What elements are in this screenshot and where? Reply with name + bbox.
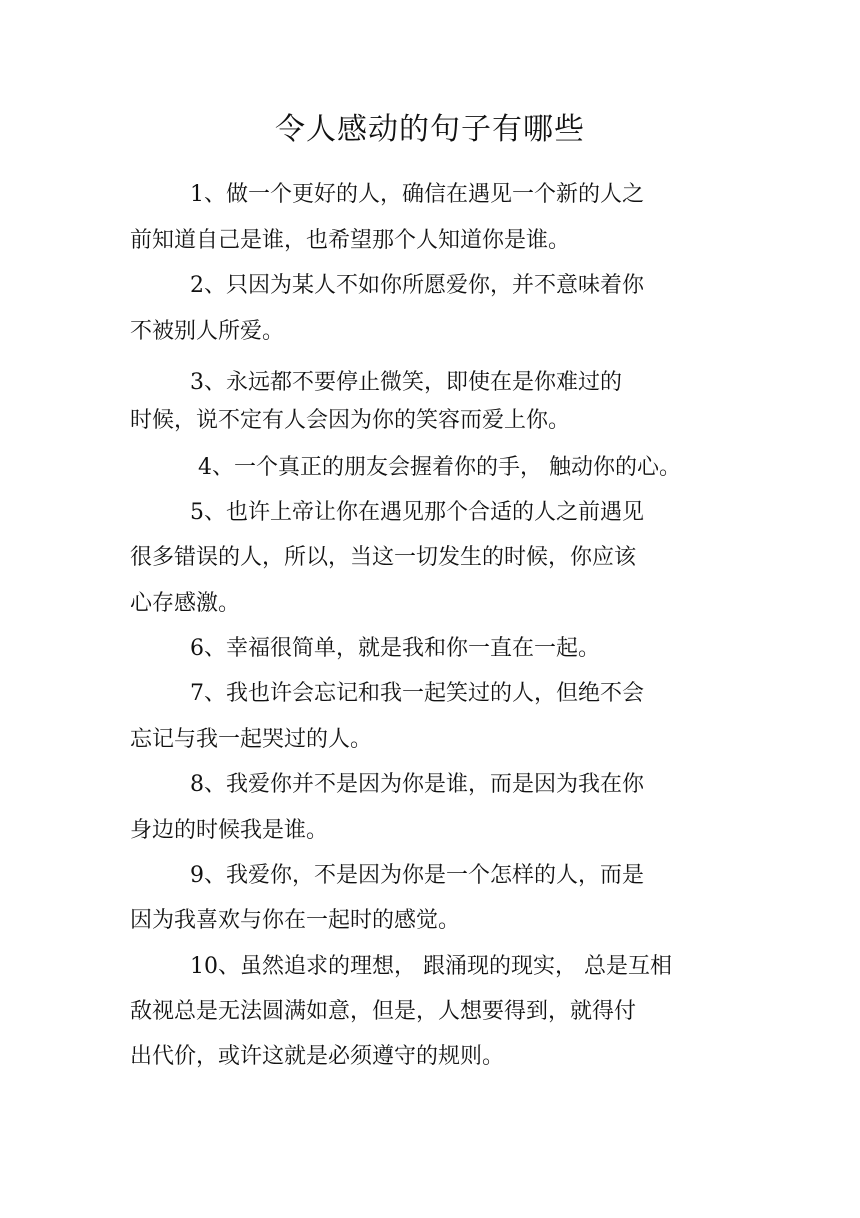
paragraph-line: 很多错误的人，所以，当这一切发生的时候，你应该 <box>130 545 637 570</box>
paragraph-line: 不被别人所爱。 <box>130 319 285 344</box>
paragraph-line: 1、做一个更好的人，确信在遇见一个新的人之 <box>190 182 644 207</box>
paragraph-line: 出代价，或许这就是必须遵守的规则。 <box>130 1044 505 1069</box>
paragraph-line: 9、我爱你，不是因为你是一个怎样的人，而是 <box>190 863 644 888</box>
paragraph-line: 7、我也许会忘记和我一起笑过的人，但绝不会 <box>190 681 644 706</box>
paragraph-line: 因为我喜欢与你在一起时的感觉。 <box>130 908 461 933</box>
paragraph-line: 身边的时候我是谁。 <box>130 818 329 843</box>
paragraph-line: 前知道自己是谁，也希望那个人知道你是谁。 <box>130 228 571 253</box>
paragraph-line: 10、虽然追求的理想， 跟涌现的现实， 总是互相 <box>190 954 672 979</box>
paragraph-line: 忘记与我一起哭过的人。 <box>130 727 373 752</box>
paragraph-line: 2、只因为某人不如你所愿爱你，并不意味着你 <box>190 273 644 298</box>
paragraph-line: 6、幸福很简单，就是我和你一直在一起。 <box>190 636 600 661</box>
paragraph-line: 4、一个真正的朋友会握着你的手， 触动你的心。 <box>198 455 681 480</box>
paragraph-line: 敌视总是无法圆满如意，但是，人想要得到，就得付 <box>130 999 637 1024</box>
paragraph-line: 8、我爱你并不是因为你是谁，而是因为我在你 <box>190 772 644 797</box>
paragraph-line: 心存感激。 <box>130 591 241 616</box>
paragraph-line: 时候，说不定有人会因为你的笑容而爱上你。 <box>130 408 571 433</box>
document-title: 令人感动的句子有哪些 <box>275 112 585 147</box>
paragraph-line: 5、也许上帝让你在遇见那个合适的人之前遇见 <box>190 500 644 525</box>
paragraph-line: 3、永远都不要停止微笑，即使在是你难过的 <box>190 370 622 395</box>
